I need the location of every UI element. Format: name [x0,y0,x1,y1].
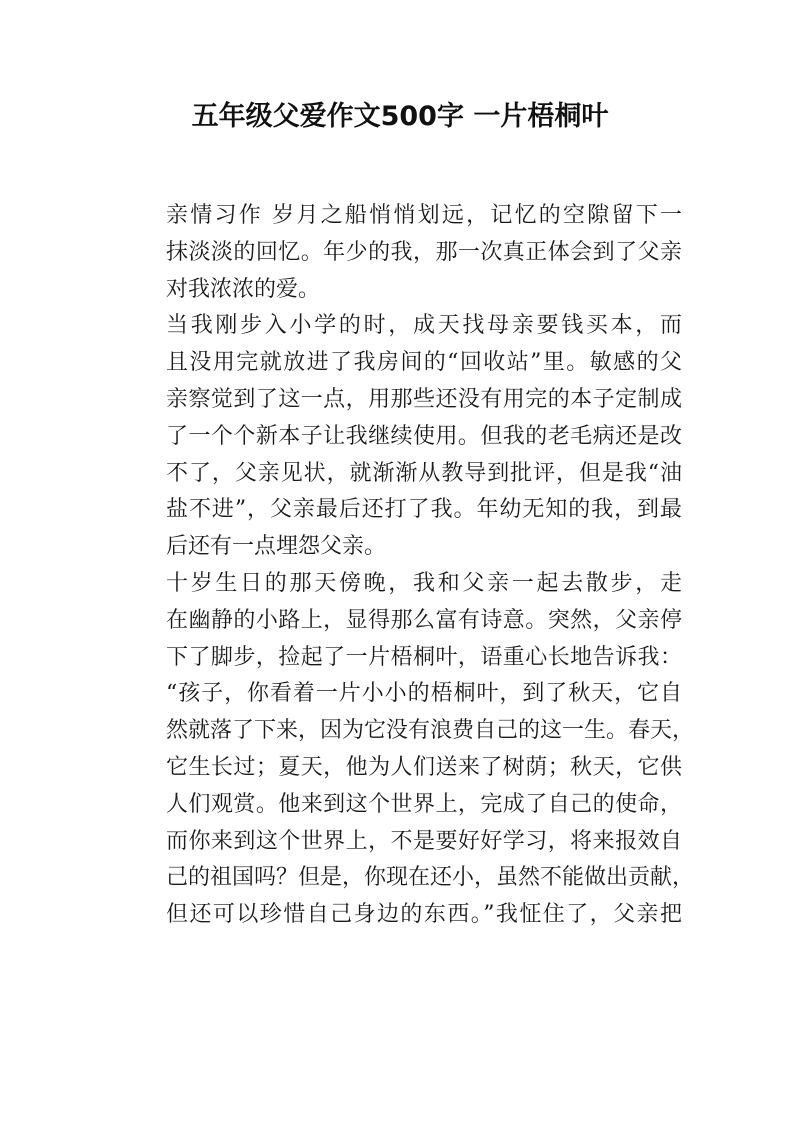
text-line: 后还有一点埋怨父亲。 [166,534,387,560]
text-line: 当我刚步入小学的时，成天找母亲要钱买本，而 [166,313,682,339]
paragraph-2 [122,308,682,566]
paragraph-3 [122,566,695,934]
text-line: 而你来到这个世界上，不是要好好学习，将来报效自 [166,828,682,854]
text-line: 抹淡淡的回忆。年少的我，那一次真正体会到了父亲 [166,239,682,265]
text-line: “孩子，你看着一片小小的梧桐叶，到了秋天，它自 [166,681,682,707]
document-title: 五年级父爱作文500字 一片梧桐叶 [191,101,609,132]
text-line: 亲情习作 岁月之船悄悄划远，记忆的空隙留下一 [166,203,682,228]
text-line: 人们观赏。他来到这个世界上，完成了自己的使命， [166,791,682,817]
text-line: 不了，父亲见状，就渐渐从教导到批评，但是我“油 [166,460,682,486]
text-line: 然就落了下来，因为它没有浪费自己的这一生。春天， [166,718,695,744]
text-line: 且没用完就放进了我房间的“回收站”里。敏感的父 [166,350,682,376]
text-line: 下了脚步，捡起了一片梧桐叶，语重心长地告诉我： [166,644,682,670]
text-line: 己的祖国吗？但是，你现在还小，虽然不能做出贡献， [166,865,695,891]
text-line: 了一个个新本子让我继续使用。但我的老毛病还是改 [166,423,682,449]
text-line: 亲察觉到了这一点，用那些还没有用完的本子定制成 [166,386,682,412]
document-body [122,198,695,934]
text-line: 盐不进”，父亲最后还打了我。年幼无知的我，到最 [166,497,682,523]
text-line: 在幽静的小路上，显得那么富有诗意。突然，父亲停 [166,607,682,633]
text-line: 但还可以珍惜自己身边的东西。”我怔住了，父亲把 [166,902,682,928]
text-line: 它生长过；夏天，他为人们送来了树荫；秋天，它供 [166,754,682,780]
text-line: 对我浓浓的爱。 [166,276,321,302]
paragraph-1 [122,198,682,308]
text-line: 十岁生日的那天傍晚，我和父亲一起去散步，走 [166,570,682,596]
